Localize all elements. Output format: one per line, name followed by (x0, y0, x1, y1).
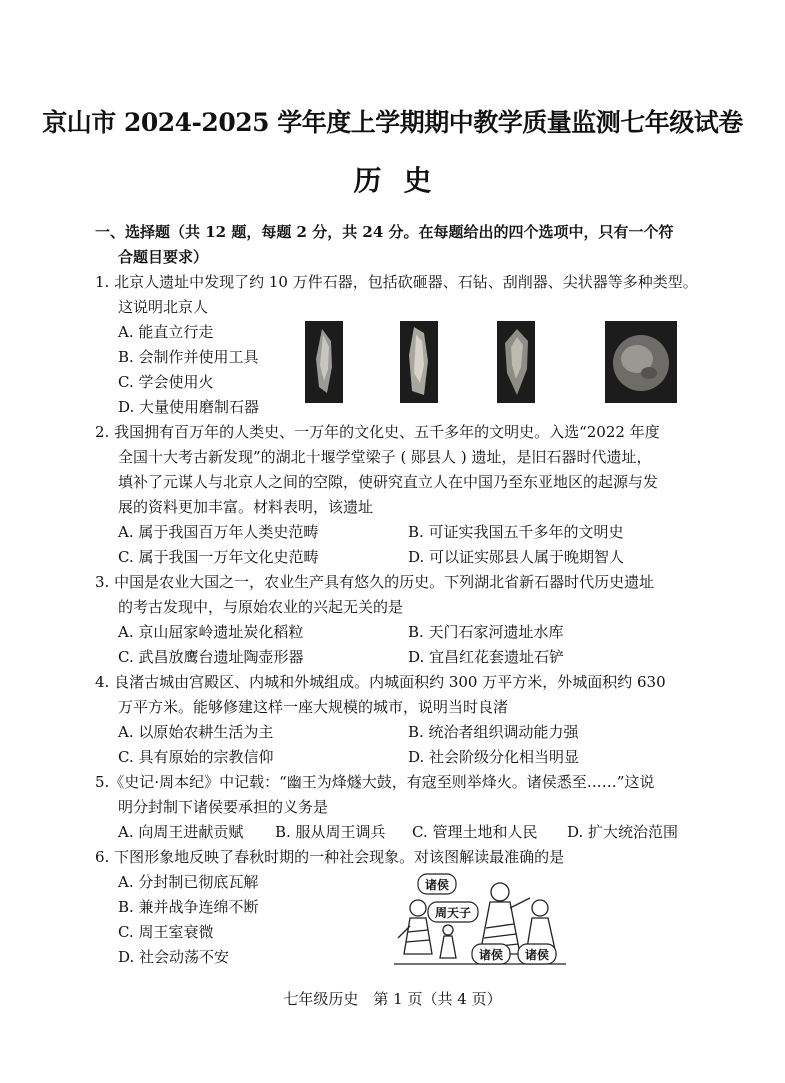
q6-stem-line1: 6. 下图形象地反映了春秋时期的一种社会现象。对该图解读最准确的是 (95, 848, 565, 866)
q4-option-d: D. 社会阶级分化相当明显 (408, 748, 580, 766)
q3-option-b: B. 天门石家河遗址水库 (408, 623, 564, 641)
q2-option-c: C. 属于我国一万年文化史范畴 (118, 548, 319, 566)
q6-option-a: A. 分封制已彻底瓦解 (118, 873, 259, 891)
cartoon-label-lord-3: 诸侯 (524, 948, 550, 962)
q4-option-b: B. 统治者组织调动能力强 (408, 723, 579, 741)
page-footer: 七年级历史 第 1 页（共 4 页） (283, 990, 502, 1008)
q1-option-c: C. 学会使用火 (118, 373, 214, 391)
stone-tools-photos (305, 321, 685, 403)
exam-title: 京山市 2024-2025 学年度上学期期中教学质量监测七年级试卷 (42, 108, 743, 137)
q1-option-d: D. 大量使用磨制石器 (118, 398, 260, 416)
q2-option-d: D. 可以证实郧县人属于晚期智人 (408, 548, 625, 566)
stone-tool-photo-2 (400, 321, 438, 403)
q1-option-b: B. 会制作并使用工具 (118, 348, 259, 366)
q4-option-a: A. 以原始农耕生活为主 (118, 723, 274, 741)
cartoon-label-king: 周天子 (434, 906, 472, 920)
q1-stem-line2: 这说明北京人 (118, 298, 209, 316)
cartoon-label-lord-1: 诸侯 (424, 878, 450, 892)
q6-option-d: D. 社会动荡不安 (118, 948, 230, 966)
q5-option-a: A. 向周王进献贡赋 (118, 823, 244, 841)
section-heading-line1: 一、选择题（共 12 题，每题 2 分，共 24 分。在每题给出的四个选项中，只有一个符 (95, 223, 674, 241)
q3-option-d: D. 宜昌红花套遗址石铲 (408, 648, 565, 666)
stone-tool-photo-4 (605, 321, 677, 403)
q2-stem-line3: 填补了元谋人与北京人之间的空隙，使研究直立人在中国乃至东亚地区的起源与发 (118, 473, 659, 491)
q1-stem-line1: 1. 北京人遗址中发现了约 10 万件石器，包括砍砸器、石钻、刮削器、尖状器等多种类型。 (95, 273, 698, 291)
q4-stem-line2: 万平方米。能够修建这样一座大规模的城市，说明当时良渚 (118, 698, 509, 716)
q2-option-a: A. 属于我国百万年人类史范畴 (118, 523, 319, 541)
q5-option-d: D. 扩大统治范围 (567, 823, 679, 841)
q3-option-c: C. 武昌放鹰台遗址陶壶形器 (118, 648, 304, 666)
q2-stem-line2: 全国十大考古新发现”的湖北十堰学堂梁子 ( 郧县人 ) 遗址，是旧石器时代遗址， (118, 448, 652, 466)
stone-tool-photo-1 (305, 321, 343, 403)
spring-autumn-cartoon (390, 868, 570, 972)
stone-tool-photo-3 (497, 321, 535, 403)
q2-option-b: B. 可证实我国五千多年的文明史 (408, 523, 624, 541)
q5-stem-line1: 5.《史记·周本纪》中记载：“幽王为烽燧大鼓，有寇至则举烽火。诸侯悉至……”这说 (95, 773, 655, 791)
q3-stem-line1: 3. 中国是农业大国之一，农业生产具有悠久的历史。下列湖北省新石器时代历史遗址 (95, 573, 655, 591)
q4-stem-line1: 4. 良渚古城由宫殿区、内城和外城组成。内城面积约 300 万平方米，外城面积约 630 (95, 673, 666, 691)
q6-option-b: B. 兼并战争连绵不断 (118, 898, 259, 916)
cartoon-label-lord-2: 诸侯 (478, 948, 504, 962)
q5-stem-line2: 明分封制下诸侯要承担的义务是 (118, 798, 329, 816)
q1-option-a: A. 能直立行走 (118, 323, 214, 341)
subject-title: 历史 (353, 164, 454, 197)
section-heading-line2: 合题目要求） (118, 248, 209, 266)
q3-stem-line2: 的考古发现中，与原始农业的兴起无关的是 (118, 598, 404, 616)
q6-option-c: C. 周王室衰微 (118, 923, 214, 941)
q2-stem-line1: 2. 我国拥有百万年的人类史、一万年的文化史、五千多年的文明史。入选“2022 年度 (95, 423, 660, 441)
q3-option-a: A. 京山屈家岭遗址炭化稻粒 (118, 623, 304, 641)
q2-stem-line4: 展的资料更加丰富。材料表明，该遗址 (118, 498, 374, 516)
q4-option-c: C. 具有原始的宗教信仰 (118, 748, 274, 766)
q5-option-b: B. 服从周王调兵 (275, 823, 386, 841)
q5-option-c: C. 管理土地和人民 (412, 823, 538, 841)
